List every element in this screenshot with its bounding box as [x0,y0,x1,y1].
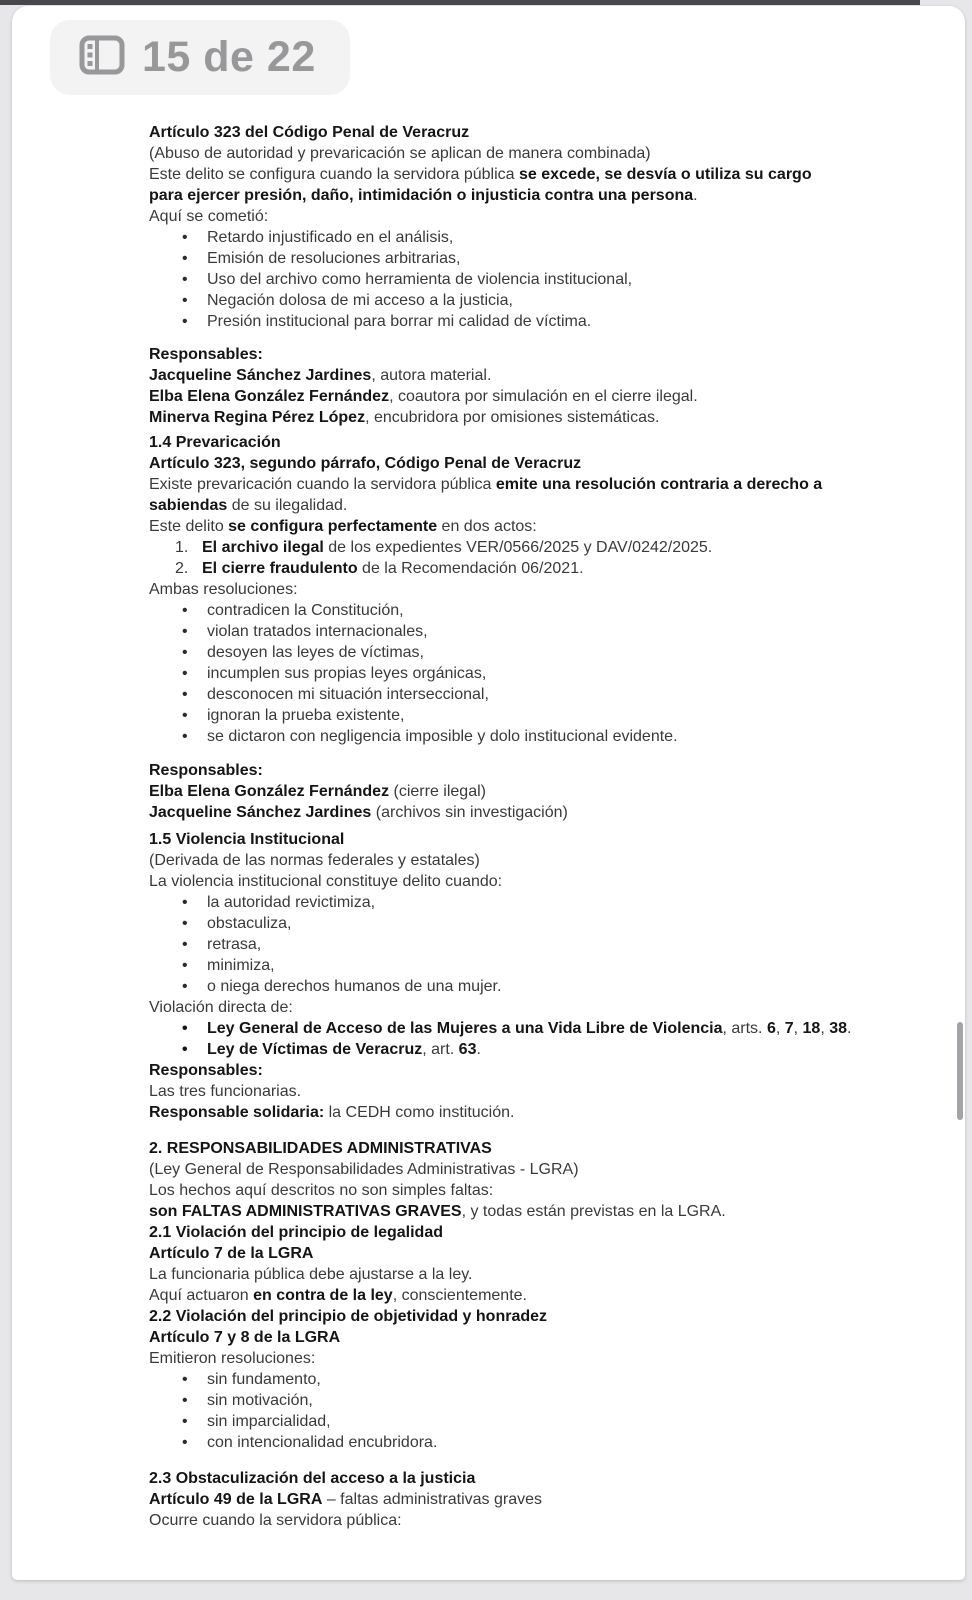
doc-line: Jacqueline Sánchez Jardines (archivos sin investigación) [149,804,568,821]
doc-line: (Ley General de Responsabilidades Administrativas - LGRA) [149,1161,579,1178]
doc-bullet-item: • Emisión de resoluciones arbitrarias, [182,250,461,267]
doc-line: Responsable solidaria: la CEDH como institución. [149,1104,515,1121]
paragraph-gap [149,1123,909,1138]
doc-line: (Abuso de autoridad y prevaricación se aplican de manera combinada) [149,145,651,162]
thumbnails-sidebar-icon [78,31,126,84]
doc-line: La funcionaria pública debe ajustarse a la ley. [149,1266,473,1283]
doc-bullet-item: • retrasa, [182,936,262,953]
doc-bullet-item: • o niega derechos humanos de una mujer. [182,978,502,995]
doc-bullet-item: • sin motivación, [182,1392,313,1409]
document-content [149,122,909,1531]
doc-line: Responsables: [149,762,263,779]
doc-line: Este delito se configura perfectamente en dos actos: [149,518,537,535]
doc-bullet-item: • Negación dolosa de mi acceso a la justicia, [182,292,513,309]
doc-bullet-item: • se dictaron con negligencia imposible y dolo institucional evidente. [182,728,678,745]
paragraph-gap [149,747,909,760]
doc-line: Ocurre cuando la servidora pública: [149,1512,402,1529]
doc-line: Artículo 323, segundo párrafo, Código Penal de Veracruz [149,455,582,472]
doc-line: Artículo 323 del Código Penal de Veracruz [149,124,470,141]
doc-numbered-item: 1. El archivo ilegal de los expedientes VER/0566/2025 y DAV/0242/2025. [175,539,713,556]
bullet-marker: • [182,292,188,309]
bullet-marker: • [182,1413,188,1430]
bullet-marker: • [182,707,188,724]
doc-bullet-item: • Ley de Víctimas de Veracruz, art. 63. [182,1041,481,1058]
bullet-marker: • [182,728,188,745]
doc-numbered-item: 2. El cierre fraudulento de la Recomendación 06/2021. [175,560,584,577]
doc-bullet-item: • violan tratados internacionales, [182,623,428,640]
bullet-marker: • [182,1371,188,1388]
top-edge-strip [0,0,920,5]
doc-bullet-item: • incumplen sus propias leyes orgánicas, [182,665,487,682]
paragraph-gap [149,1453,909,1468]
doc-bullet-item: • sin fundamento, [182,1371,321,1388]
doc-line: Existe prevaricación cuando la servidora pública emite una resolución contraria a derecho a [149,476,823,493]
doc-line: Artículo 7 de la LGRA [149,1245,314,1262]
bullet-marker: • [182,894,188,911]
doc-line: sabiendas de su ilegalidad. [149,497,348,514]
doc-line: Artículo 49 de la LGRA – faltas administrativas graves [149,1491,543,1508]
bullet-marker: • [182,665,188,682]
doc-line: 2. RESPONSABILIDADES ADMINISTRATIVAS [149,1140,492,1157]
doc-line: Artículo 7 y 8 de la LGRA [149,1329,341,1346]
doc-line: Las tres funcionarias. [149,1083,302,1100]
scrollbar-thumb[interactable] [957,1022,963,1120]
doc-line: Los hechos aquí descritos no son simples faltas: [149,1182,494,1199]
bullet-marker: • [182,915,188,932]
bullet-marker: • [182,271,188,288]
bullet-marker: • [182,978,188,995]
doc-line: La violencia institucional constituye delito cuando: [149,873,503,890]
bullet-marker: • [182,250,188,267]
doc-bullet-item: • desoyen las leyes de víctimas, [182,644,424,661]
doc-bullet-item: • minimiza, [182,957,275,974]
doc-line: Emitieron resoluciones: [149,1350,316,1367]
document-page[interactable] [12,6,965,1580]
doc-bullet-item: • Retardo injustificado en el análisis, [182,229,454,246]
doc-line: 2.1 Violación del principio de legalidad [149,1224,443,1241]
paragraph-gap [149,332,909,344]
doc-line: Elba Elena González Fernández, coautora por simulación en el cierre ilegal. [149,388,698,405]
number-marker: 2. [175,560,189,577]
doc-bullet-item: • Presión institucional para borrar mi calidad de víctima. [182,313,592,330]
doc-line: 1.4 Prevaricación [149,434,281,451]
bullet-marker: • [182,1434,188,1451]
doc-bullet-item: • la autoridad revictimiza, [182,894,376,911]
doc-bullet-item: • obstaculiza, [182,915,292,932]
bullet-marker: • [182,936,188,953]
doc-line: 2.2 Violación del principio de objetividad y honradez [149,1308,548,1325]
doc-line: Ambas resoluciones: [149,581,298,598]
doc-line: 2.3 Obstaculización del acceso a la justicia [149,1470,476,1487]
bullet-marker: • [182,602,188,619]
doc-line: para ejercer presión, daño, intimidación o injusticia contra una persona. [149,187,698,204]
doc-line: Responsables: [149,1062,263,1079]
doc-bullet-item: • con intencionalidad encubridora. [182,1434,438,1451]
doc-line: Elba Elena González Fernández (cierre ilegal) [149,783,486,800]
doc-line: Este delito se configura cuando la servidora pública se excede, se desvía o utiliza su cargo [149,166,812,183]
number-marker: 1. [175,539,189,556]
page-indicator-badge[interactable] [50,20,350,95]
doc-bullet-item: • ignoran la prueba existente, [182,707,405,724]
bullet-marker: • [182,623,188,640]
page-indicator-label: 15 de 22 [142,33,316,81]
bullet-marker: • [182,313,188,330]
doc-bullet-item: • Uso del archivo como herramienta de violencia institucional, [182,271,633,288]
doc-line: Aquí se cometió: [149,208,269,225]
bullet-marker: • [182,1020,188,1037]
bullet-marker: • [182,229,188,246]
bullet-marker: • [182,957,188,974]
doc-bullet-item: • contradicen la Constitución, [182,602,404,619]
doc-bullet-item: • desconocen mi situación interseccional, [182,686,489,703]
doc-line: Minerva Regina Pérez López, encubridora por omisiones sistemáticas. [149,409,660,426]
doc-bullet-item: • sin imparcialidad, [182,1413,331,1430]
doc-line: Aquí actuaron en contra de la ley, conscientemente. [149,1287,527,1304]
bullet-marker: • [182,1041,188,1058]
doc-line: (Derivada de las normas federales y estatales) [149,852,480,869]
bullet-marker: • [182,686,188,703]
bullet-marker: • [182,644,188,661]
bullet-marker: • [182,1392,188,1409]
doc-bullet-item: • Ley General de Acceso de las Mujeres a una Vida Libre de Violencia, arts. 6, 7, 18, 38. [182,1020,852,1037]
doc-line: son FALTAS ADMINISTRATIVAS GRAVES, y todas están previstas en la LGRA. [149,1203,726,1220]
doc-line: 1.5 Violencia Institucional [149,831,345,848]
doc-line: Responsables: [149,346,263,363]
doc-line: Violación directa de: [149,999,293,1016]
doc-line: Jacqueline Sánchez Jardines, autora material. [149,367,492,384]
